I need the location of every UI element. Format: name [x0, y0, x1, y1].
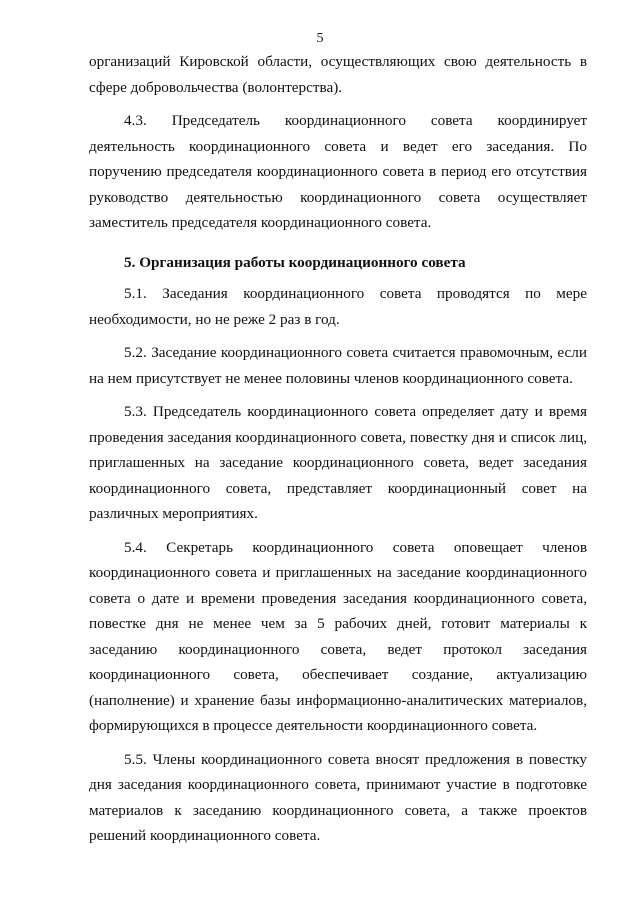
paragraph-5-1: 5.1. Заседания координационного совета проводятся по мере необходимости, но не реже 2 раз в год.	[89, 285, 587, 328]
paragraph-5-4: 5.4. Секретарь координационного совета оповещает членов координационного совета и приглашенных на заседание координационного совета о дате и времени проведения заседания координационного совета, повестке дня не менее чем за 5 рабочих дней, готовит материалы к заседанию координационного совета, ведет протокол заседания координационного совета, обеспечивает создание, актуализацию (наполнение) и хранение базы информационно-аналитических материалов, формирующихся в процессе деятельности координационного совета.	[89, 538, 587, 734]
document-body	[89, 49, 587, 849]
paragraph-5-5: 5.5. Члены координационного совета вносят предложения в повестку дня заседания координационного совета, принимают участие в подготовке материалов к заседанию координационного совета, а также проектов решений координационного совета.	[89, 750, 587, 844]
paragraph-5-2: 5.2. Заседание координационного совета считается правомочным, если на нем присутствует не менее половины членов координационного совета.	[89, 344, 587, 387]
paragraph-5-3: 5.3. Председатель координационного совета определяет дату и время проведения заседания координационного совета, повестку дня и список лиц, приглашенных на заседание координационного совета, ведет заседания координационного совета, представляет координационный совет на различных мероприятиях.	[89, 403, 587, 522]
section-heading: 5. Организация работы координационного совета	[124, 253, 466, 271]
paragraph-4-3: 4.3. Председатель координационного совета координирует деятельность координационного совета и ведет его заседания. По поручению председателя координационного совета в период его отсутствия руководство деятельностью координационного совета осуществляет заместитель председателя координационного совета.	[89, 112, 587, 231]
page-number: 5	[316, 31, 324, 46]
paragraph-continuation: организаций Кировской области, осуществляющих свою деятельность в сфере добровольчества (волонтерства).	[89, 53, 587, 96]
